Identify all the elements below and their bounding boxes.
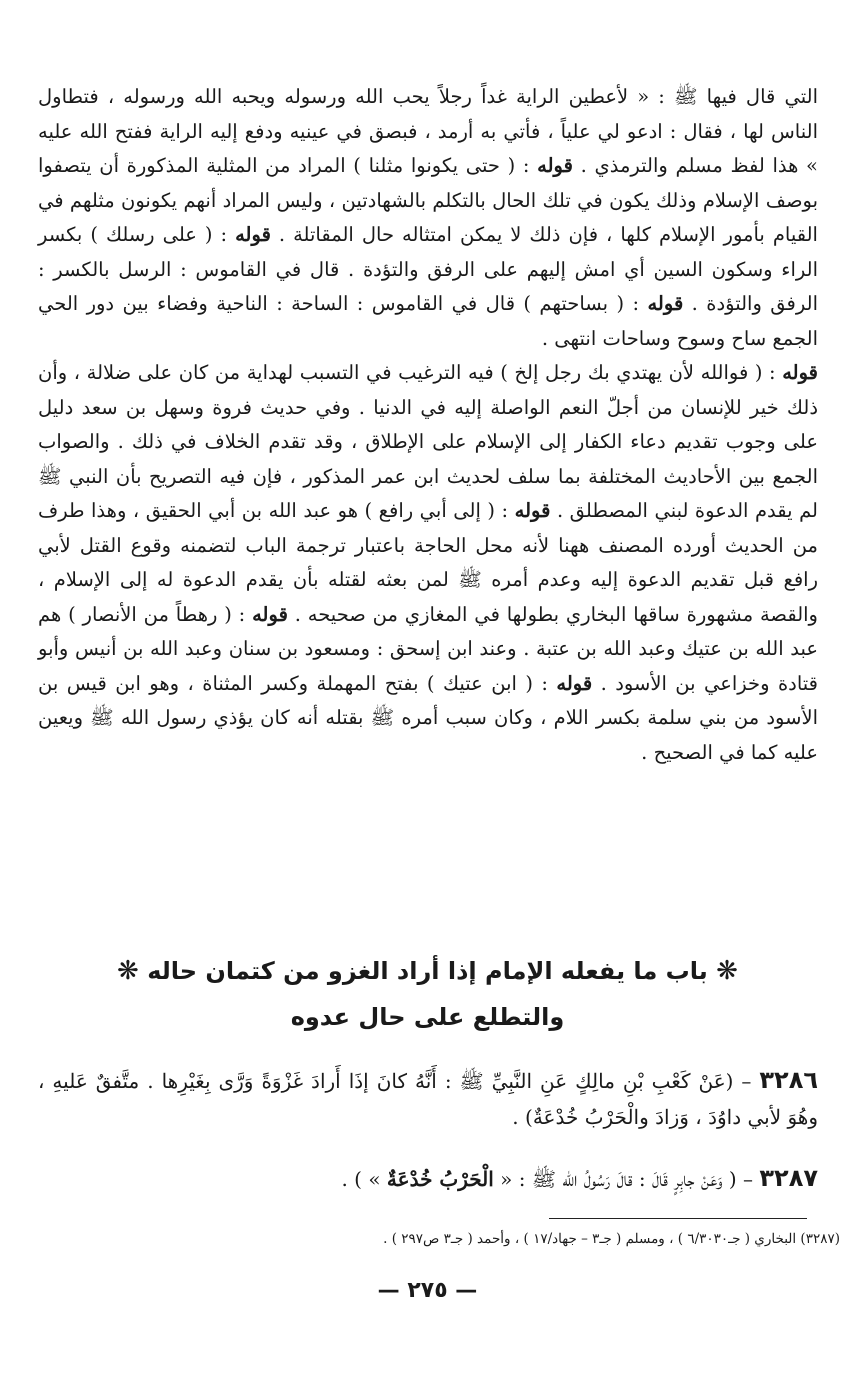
commentary-paragraph [38, 356, 818, 770]
keyword-qawluh: قوله [556, 671, 593, 695]
keyword-qawluh: قوله [514, 499, 551, 522]
commentary-segment: : ( ابن عتيك ) بفتح المهملة وكسر المثناة ، وهو ابن قيس بن الأسود من بني سلمة بكسر اللام ، وكان سبب أمره ﷺ بقتله أنه كان يؤذي رسول الله ﷺ ويعين عليه كما في الصحيح . [38, 671, 818, 764]
chapter-heading-line-2: والتطلع على حال عدوه [290, 1003, 565, 1031]
keyword-qawluh: قوله [252, 602, 288, 626]
keyword-qawluh: قوله [235, 223, 271, 246]
hadith-text: – (عَنْ كَعْبِ بْنِ مالِكٍ عَنِ النَّبِيِّ ﷺ : أَنَّهُ كانَ إذَا أَرادَ غَزْوَةً وَرَّى بِغَيْرِها . متَّفقٌ عَليهِ ، وهُوَ لأبي داوُدَ ، وَزادَ والْحَرْبُ خُدْعَةٌ) . [38, 1069, 818, 1129]
page-number: — ٢٧٥ — [377, 1278, 478, 1303]
commentary-segment: : ( حتى يكونوا مثلنا ) المراد من المثلية المذكورة أن يتصفوا بوصف الإسلام وذلك يكون في تلك الحال بالتكلم بالشهادتين ، وليس المراد أنهم يكونون مثلهم في القيام بأمور الإسلام كلها ، فإن ذلك لا يمكن امتثاله حال المقاتلة . [38, 154, 818, 246]
commentary-segment: : ( بساحتهم ) قال في القاموس : الساحة : الناحية وفضاء بين دور الحي الجمع ساح وسوح وساحات انتهى . [38, 292, 818, 350]
footnote: (٣٢٨٧) البخاري ( جـ٦/٣٠٣٠ ) ، ومسلم ( جـ٣ – جهاد/١٧ ) ، وأحمد ( جـ٣ ص٢٩٧ ) . [383, 1231, 840, 1247]
commentary-segment: : ( إلى أبي رافع ) هو عبد الله بن أبي الحقيق ، وهذا طرف من الحديث أورده المصنف ههنا لأنه محل الحاجة باعتبار ترجمة الباب لتضمنه وقوع القتل لأبي رافع قبل تقديم الدعوة إليه وعدم أمره ﷺ لمن بعثه لقتله بأن يقدم الدعوة له إلى الإسلام ، والقصة مشهورة ساقها البخاري بطولها في المغازي من صحيحه . [38, 499, 818, 626]
commentary-paragraph [38, 80, 818, 356]
star-ornament-icon: ❋ [117, 956, 139, 986]
hadith-quote: الْحَرْبُ خُدْعَةٌ [386, 1167, 494, 1191]
commentary-segment: : ( فوالله لأن يهتدي بك رجل إلخ ) فيه الترغيب في التسبب لهداية من كان على ضلالة ، وأن ذلك خير للإنسان من أجلّ النعم الواصلة إليه في الدنيا . وفي حديث فروة وسهل بن سعد دليل على وجوب تقديم دعاء الكفار إلى الإسلام على الإطلاق ، وقد تقدم الخلاف في ذلك . والصواب الجمع بين الأحاديث المختلفة بما سلف لحديث ابن عمر المذكور ، فإن فيه التصريح بأن النبي ﷺ لم يقدم الدعوة لبني المصطلق . [38, 361, 818, 522]
footnote-divider [549, 1218, 807, 1219]
chapter-heading-line-1 [60, 948, 795, 994]
hadith-number: ٣٢٨٦ [759, 1066, 818, 1094]
commentary-segment: : ( على رسلك ) بكسر الراء وسكون السين أي امش إليهم على الرفق والتؤدة . قال في القاموس : الرسل بالكسر : الرفق والتؤدة . [38, 223, 818, 315]
keyword-qawluh: قوله [537, 154, 573, 177]
hadith-text: – ( وَعَنْ جابِرٍ قَالَ : قالَ رَسُولُ الله ﷺ : « [493, 1167, 760, 1191]
chapter-title-part-1: باب ما يفعله الإمام إذا أراد الغزو من كتمان حاله [147, 957, 708, 985]
star-ornament-icon: ❋ [716, 956, 738, 986]
commentary-segment: : ( رهطاً من الأنصار ) هم عبد الله بن عتيك وعبد الله بن عتبة . وعند ابن إسحق : ومسعود بن سنان وعبد الله بن أنيس وأبو قتادة وخزاعي بن الأسود . [38, 602, 818, 695]
hadith-text-end: » ) . [341, 1167, 387, 1191]
hadith-3287 [38, 1160, 818, 1197]
commentary-segment: التي قال فيها ﷺ : « لأعطين الراية غداً رجلاً يحب الله ورسوله ويحبه الله ورسوله ، فتطاول الناس لها ، فقال : ادعو لي علياً ، فأتي به أرمد ، فبصق في عينيه ودفع إليه الراية ففتح الله عليه » هذا لفظ مسلم والترمذي . [38, 85, 818, 177]
hadith-3286 [38, 1062, 818, 1135]
commentary-text [38, 80, 818, 770]
keyword-qawluh: قوله [782, 361, 818, 384]
keyword-qawluh: قوله [647, 292, 684, 315]
hadith-number: ٣٢٨٧ [759, 1164, 818, 1192]
chapter-heading [60, 948, 795, 1040]
